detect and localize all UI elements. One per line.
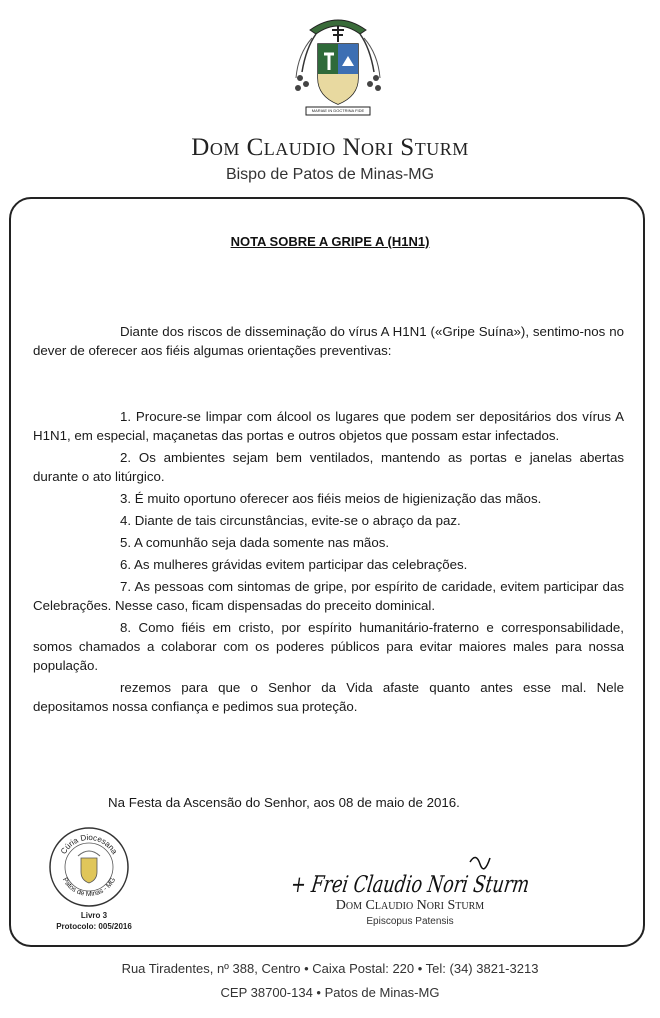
handwritten-signature bbox=[289, 850, 604, 900]
bishop-title-header: Bispo de Patos de Minas-MG bbox=[225, 166, 435, 183]
bishop-name-header: Dom Claudio Nori Sturm bbox=[191, 134, 469, 161]
intro-text: Diante dos riscos de disseminação do vírus A H1N1 («Gripe Suína»), sentimo-nos no dever de oferecer aos fiéis algumas orientações preventivas: bbox=[33, 324, 624, 358]
guidelines-list bbox=[33, 407, 624, 719]
book-number: Livro 3 bbox=[80, 911, 108, 920]
list-item: 8. Como fiéis em cristo, por espírito humanitário-fraterno e corresponsabilidade, somos chamados a colaborar com os poderes públicos para evitar maiores males para nossa população. bbox=[33, 620, 624, 673]
svg-text:Cúria Diocesana bbox=[59, 833, 119, 856]
signatory-role: Episcopus Patensis bbox=[366, 916, 454, 927]
signature-script: + Frei Claudio Nori Sturm bbox=[289, 872, 604, 898]
seal-bottom-text: Patos de Minas - MG bbox=[60, 876, 118, 899]
signatory-name: Dom Claudio Nori Sturm bbox=[335, 898, 485, 913]
date-line: Na Festa da Ascensão do Senhor, aos 08 de maio de 2016. bbox=[108, 795, 460, 810]
footer-address: Rua Tiradentes, nº 388, Centro • Caixa Postal: 220 • Tel: (34) 3821-3213 bbox=[121, 961, 539, 976]
intro-paragraph bbox=[33, 322, 624, 360]
closing-prayer: rezemos para que o Senhor da Vida afaste quanto antes esse mal. Nele depositamos nossa confiança e pedimos sua proteção. bbox=[33, 680, 624, 714]
list-item: 6. As mulheres grávidas evitem participar das celebrações. bbox=[120, 557, 468, 572]
diocesan-seal-stamp bbox=[48, 826, 130, 908]
list-item: 3. É muito oportuno oferecer aos fiéis meios de higienização das mãos. bbox=[120, 491, 542, 506]
list-item: 4. Diante de tais circunstâncias, evite-se o abraço da paz. bbox=[120, 513, 461, 528]
seal-top-text: Cúria Diocesana bbox=[58, 832, 120, 856]
list-item: 5. A comunhão seja dada somente nas mãos. bbox=[120, 535, 390, 550]
coat-motto-ribbon: MARIAE IN DOCTRINA FIDE bbox=[311, 107, 365, 113]
footer-postal: CEP 38700-134 • Patos de Minas-MG bbox=[220, 985, 440, 1000]
document-title: NOTA SOBRE A GRIPE A (H1N1) bbox=[230, 234, 430, 249]
list-item: 1. Procure-se limpar com álcool os lugares que podem ser depositários dos vírus A H1N1, em especial, maçanetas das portas e outros objetos que possam estar infectados. bbox=[33, 409, 624, 443]
list-item: 2. Os ambientes sejam bem ventilados, mantendo as portas e janelas abertas durante o ato litúrgico. bbox=[33, 450, 624, 484]
register-info bbox=[44, 910, 144, 932]
protocol-number: Protocolo: 005/2016 bbox=[56, 922, 132, 931]
list-item: 7. As pessoas com sintomas de gripe, por espírito de caridade, evitem participar das Celebrações. Nesse caso, ficam dispensadas do preceito dominical. bbox=[33, 579, 624, 613]
